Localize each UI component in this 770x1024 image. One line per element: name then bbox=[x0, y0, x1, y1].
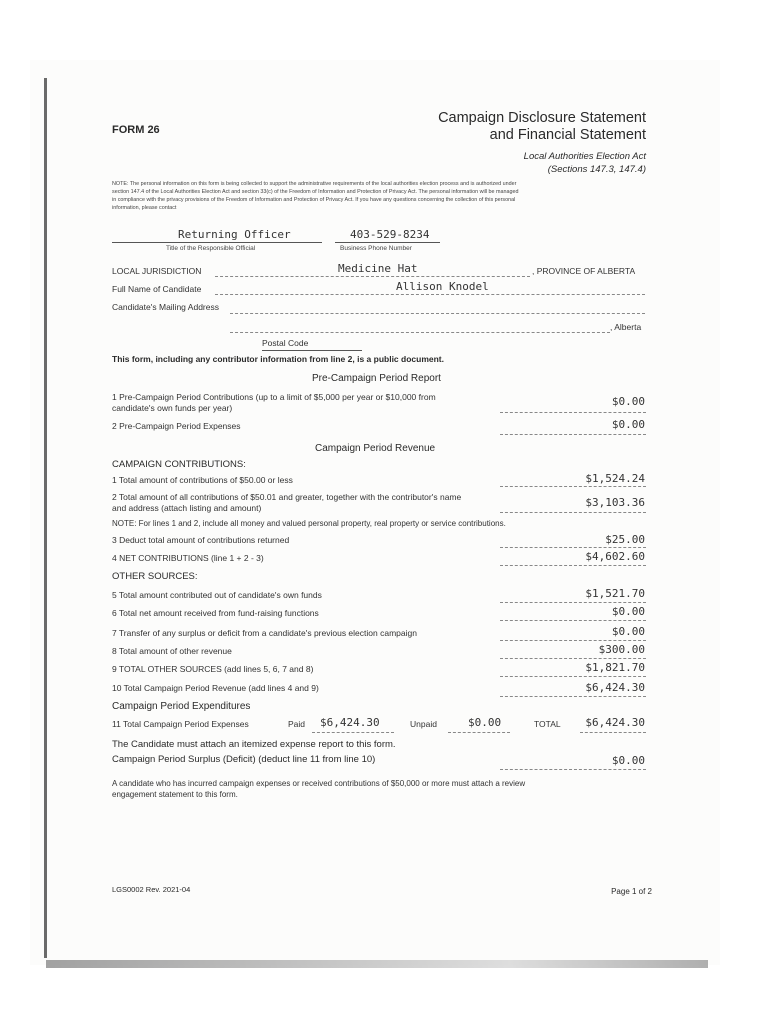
rev-line8-text: 8 Total amount of other revenue bbox=[112, 646, 232, 656]
form-title-line2: and Financial Statement bbox=[489, 127, 646, 143]
postal-code-line[interactable] bbox=[262, 350, 362, 351]
surplus-value[interactable]: $0.00 bbox=[611, 754, 645, 767]
rev-line8-value[interactable]: $300.00 bbox=[598, 643, 645, 656]
page-number: Page 1 of 2 bbox=[611, 887, 652, 896]
phone-value[interactable]: 403-529-8234 bbox=[350, 228, 430, 241]
rev-line9-value[interactable]: $1,821.70 bbox=[585, 661, 645, 674]
act-sections: (Sections 147.3, 147.4) bbox=[547, 164, 646, 175]
paid-value[interactable]: $6,424.30 bbox=[320, 716, 380, 729]
total-line bbox=[580, 732, 646, 733]
jurisdiction-value[interactable]: Medicine Hat bbox=[338, 262, 418, 275]
rev-line1-line bbox=[500, 486, 646, 487]
rev-line4-value[interactable]: $4,602.60 bbox=[585, 550, 645, 563]
phone-line bbox=[335, 242, 440, 243]
surplus-text: Campaign Period Surplus (Deficit) (deduct line 11 from line 10) bbox=[112, 754, 376, 765]
official-title-line bbox=[112, 242, 322, 243]
rev-line2-text-cont: and address (attach listing and amount) bbox=[112, 503, 262, 513]
contributions-note: NOTE: For lines 1 and 2, include all money and valued personal property, real property or service contributions. bbox=[112, 519, 506, 528]
rev-line7-value[interactable]: $0.00 bbox=[611, 625, 645, 638]
rev-line2-value[interactable]: $3,103.36 bbox=[585, 496, 645, 509]
rev-line10-text: 10 Total Campaign Period Revenue (add lines 4 and 9) bbox=[112, 683, 319, 693]
candidate-name-label: Full Name of Candidate bbox=[112, 284, 202, 294]
expenditures-heading: Campaign Period Expenditures bbox=[112, 701, 251, 712]
mailing-address-line[interactable] bbox=[230, 313, 645, 314]
pre-line2-text: 2 Pre-Campaign Period Expenses bbox=[112, 421, 241, 431]
form-title-line1: Campaign Disclosure Statement bbox=[438, 110, 646, 126]
rev-line1-text: 1 Total amount of contributions of $50.00 or less bbox=[112, 475, 293, 485]
pre-line1-line bbox=[500, 412, 646, 413]
rev-line5-text: 5 Total amount contributed out of candidate's own funds bbox=[112, 590, 322, 600]
province-label: , PROVINCE OF ALBERTA bbox=[532, 266, 636, 276]
rev-line7-line bbox=[500, 640, 646, 641]
public-document-notice: This form, including any contributor information from line 2, is a public document. bbox=[112, 354, 444, 364]
privacy-note-line: NOTE: The personal information on this form is being collected to support the administrative requirements of the local authorities election process and is authorized under bbox=[112, 181, 517, 187]
official-title-label: Title of the Responsible Official bbox=[166, 245, 256, 252]
unpaid-label: Unpaid bbox=[410, 719, 437, 729]
jurisdiction-line bbox=[215, 276, 530, 277]
rev-line3-line bbox=[500, 547, 646, 548]
page-edge-shadow bbox=[44, 78, 47, 958]
itemized-report-note: The Candidate must attach an itemized expense report to this form. bbox=[112, 739, 396, 750]
alberta-label: , Alberta bbox=[610, 322, 642, 332]
rev-line8-line bbox=[500, 658, 646, 659]
phone-label: Business Phone Number bbox=[340, 245, 412, 252]
official-title-value[interactable]: Returning Officer bbox=[178, 228, 291, 241]
rev-line6-line bbox=[500, 620, 646, 621]
rev-line10-value[interactable]: $6,424.30 bbox=[585, 681, 645, 694]
total-label: TOTAL bbox=[534, 719, 561, 729]
privacy-note-line: in compliance with the privacy provisions of the Freedom of Information and Protection of Privacy Act. If you have any questions concerning the collection of this personal bbox=[112, 197, 516, 203]
review-engagement-note-cont: engagement statement to this form. bbox=[112, 790, 238, 799]
candidate-name-line bbox=[215, 294, 645, 295]
rev-line1-value[interactable]: $1,524.24 bbox=[585, 472, 645, 485]
pre-line1-text: 1 Pre-Campaign Period Contributions (up to a limit of $5,000 per year or $10,000 from bbox=[112, 392, 436, 402]
total-value[interactable]: $6,424.30 bbox=[585, 716, 645, 729]
rev-line10-line bbox=[500, 696, 646, 697]
pre-line1-value[interactable]: $0.00 bbox=[611, 395, 645, 408]
privacy-note-line: information, please contact bbox=[112, 205, 177, 211]
pre-campaign-heading: Pre-Campaign Period Report bbox=[312, 373, 441, 384]
rev-line9-text: 9 TOTAL OTHER SOURCES (add lines 5, 6, 7 and 8) bbox=[112, 664, 314, 674]
review-engagement-note: A candidate who has incurred campaign expenses or received contributions of $50,000 or more must attach a review bbox=[112, 779, 526, 788]
rev-line6-text: 6 Total net amount received from fund-raising functions bbox=[112, 608, 319, 618]
pre-line2-value[interactable]: $0.00 bbox=[611, 418, 645, 431]
pre-line2-line bbox=[500, 434, 646, 435]
postal-code-label: Postal Code bbox=[262, 338, 309, 348]
rev-line6-value[interactable]: $0.00 bbox=[611, 605, 645, 618]
paid-line bbox=[312, 732, 394, 733]
rev-line3-text: 3 Deduct total amount of contributions returned bbox=[112, 535, 290, 545]
revenue-heading: Campaign Period Revenue bbox=[315, 443, 436, 454]
form-code: LGS0002 Rev. 2021-04 bbox=[112, 885, 191, 894]
unpaid-line bbox=[448, 732, 510, 733]
rev-line5-value[interactable]: $1,521.70 bbox=[585, 587, 645, 600]
contributions-heading: CAMPAIGN CONTRIBUTIONS: bbox=[112, 459, 246, 470]
surplus-line bbox=[500, 769, 646, 770]
rev-line2-line bbox=[500, 512, 646, 513]
unpaid-value[interactable]: $0.00 bbox=[468, 716, 502, 729]
privacy-note-line: section 147.4 of the Local Authorities Election Act and section 33(c) of the Freedom of Information and Protection of Privacy Act. The personal information will be managed bbox=[112, 189, 519, 195]
rev-line4-text: 4 NET CONTRIBUTIONS (line 1 + 2 - 3) bbox=[112, 553, 264, 563]
form-number: FORM 26 bbox=[112, 124, 160, 136]
paid-label: Paid bbox=[288, 719, 306, 729]
rev-line5-line bbox=[500, 602, 646, 603]
other-sources-heading: OTHER SOURCES: bbox=[112, 571, 198, 582]
rev-line4-line bbox=[500, 565, 646, 566]
jurisdiction-label: LOCAL JURISDICTION bbox=[112, 266, 202, 276]
rev-line7-text: 7 Transfer of any surplus or deficit from a candidate's previous election campaign bbox=[112, 628, 417, 638]
scan-bottom-edge bbox=[46, 960, 708, 968]
pre-line1-text-cont: candidate's own funds per year) bbox=[112, 403, 233, 413]
rev-line2-text: 2 Total amount of all contributions of $50.01 and greater, together with the contributor's name bbox=[112, 492, 462, 502]
mailing-address-line-2[interactable] bbox=[230, 332, 610, 333]
rev-line9-line bbox=[500, 676, 646, 677]
candidate-name-value[interactable]: Allison Knodel bbox=[396, 280, 489, 293]
rev-line3-value[interactable]: $25.00 bbox=[605, 533, 645, 546]
exp-line11-text: 11 Total Campaign Period Expenses bbox=[112, 719, 249, 729]
mailing-address-label: Candidate's Mailing Address bbox=[112, 302, 219, 312]
act-name: Local Authorities Election Act bbox=[523, 151, 646, 162]
